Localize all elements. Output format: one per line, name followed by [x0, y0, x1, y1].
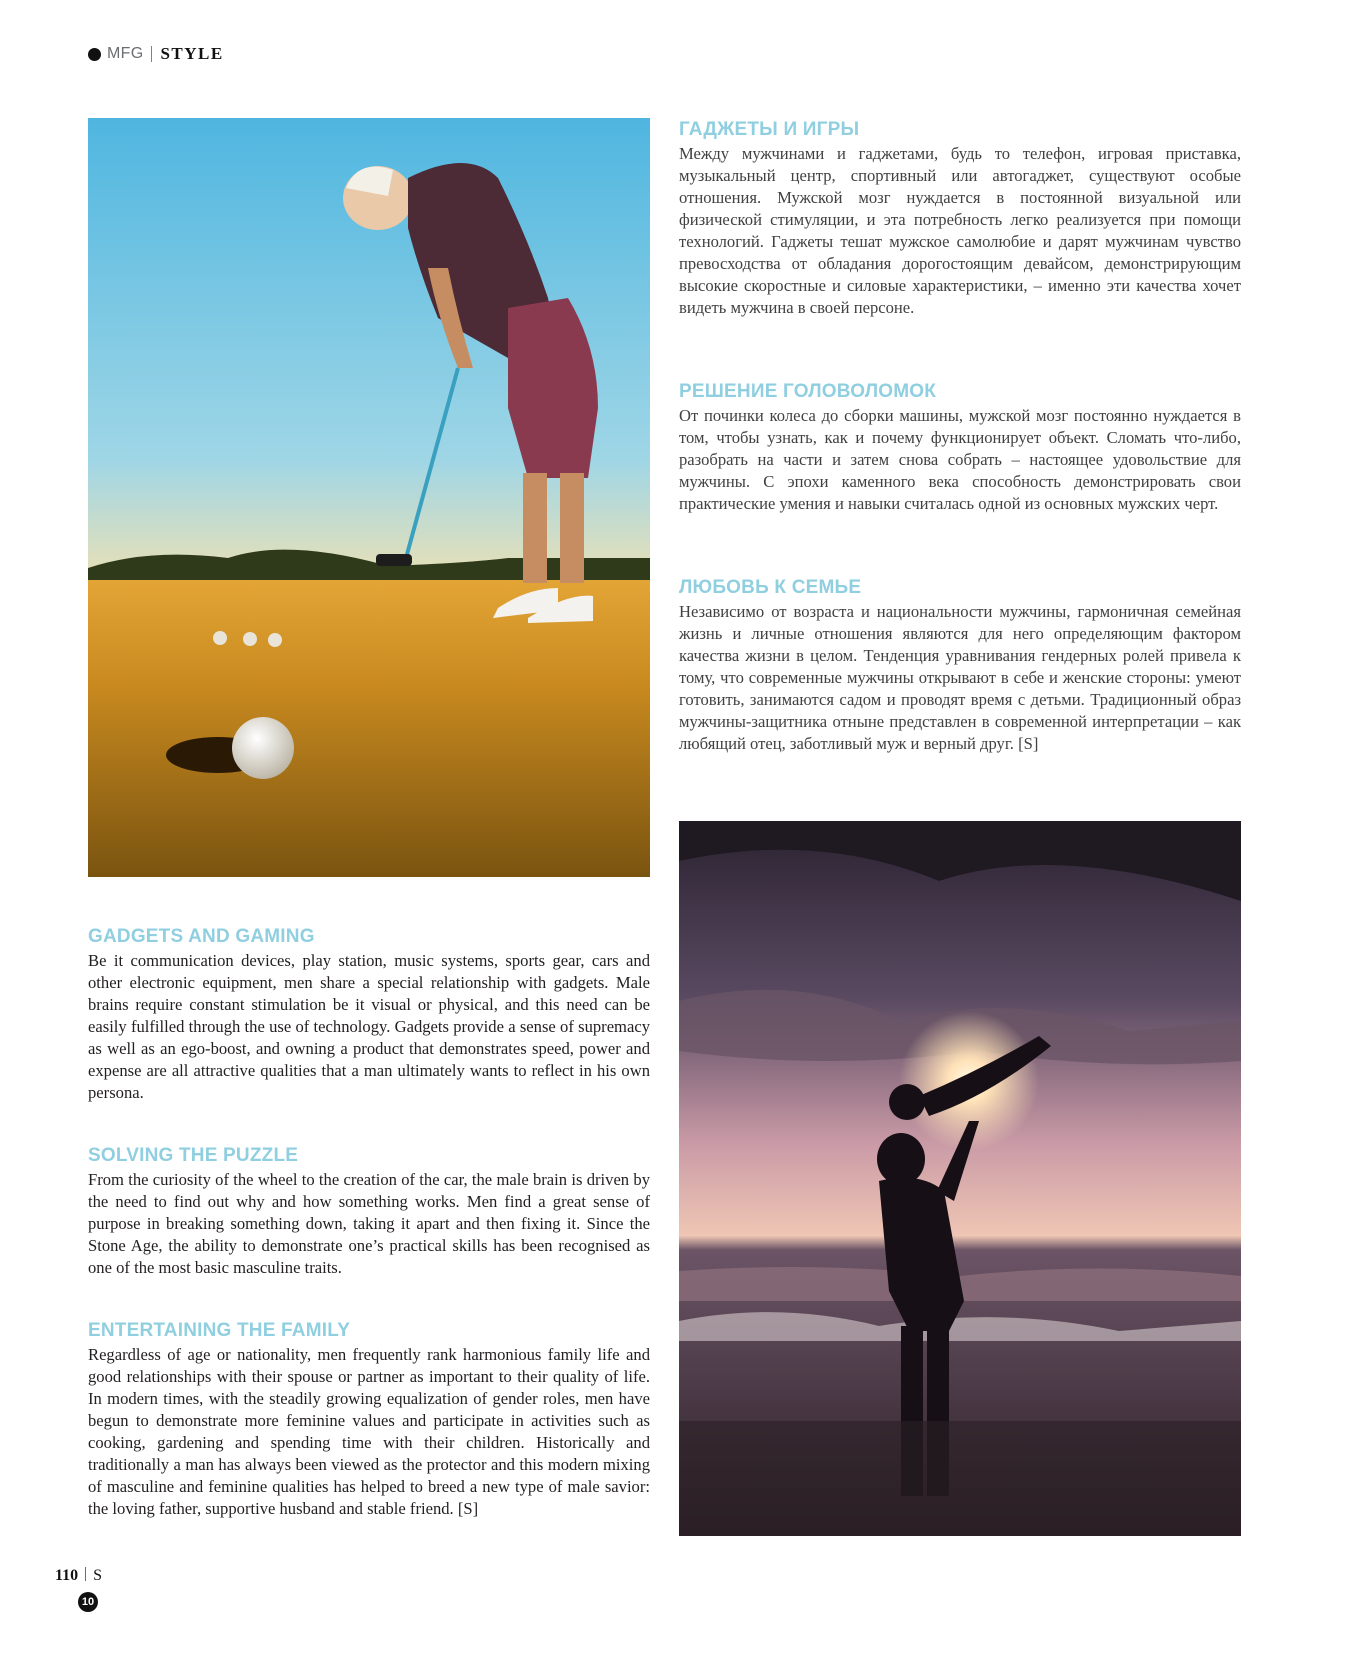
- en-section-gadgets: [88, 926, 650, 1104]
- en-heading-family: ENTERTAINING THE FAMILY: [88, 1320, 351, 1341]
- en-section-puzzle: [88, 1145, 650, 1279]
- magazine-name: S: [93, 1567, 103, 1584]
- golf-photo: [88, 118, 650, 877]
- ru-heading-gadgets: ГАДЖЕТЫ И ИГРЫ: [679, 119, 860, 140]
- ru-body-puzzle: От починки колеса до сборки машины, мужской мозг постоянно нуждается в том, чтобы узнать, как и почему функционирует объект. Сломать что-либо, разобрать на части и затем снова собрать – настоящее удовольствие для мужчины. С эпохи каменного века способность демонстрировать свои практические умения и навыки считалась одной из основных мужских черт.: [679, 406, 1241, 513]
- beach-photo: [679, 821, 1241, 1536]
- en-section-family: [88, 1320, 650, 1520]
- ru-section-family: [679, 577, 1241, 755]
- ru-section-gadgets: [679, 119, 1241, 319]
- header-divider: [151, 46, 152, 62]
- section-header: [88, 42, 224, 66]
- ru-heading-family: ЛЮБОВЬ К СЕМЬЕ: [679, 577, 862, 598]
- en-body-family: Regardless of age or nationality, men frequently rank harmonious family life and good relationships with their spouse or partner as important to their quality of life. In modern times, with the steadily growing equalization of gender roles, men have begun to demonstrate more feminine values and participate in activities such as cooking, gardening and spending time with their children. Historically and traditionally a man has always been viewed as the protector and this modern mixing of masculine and feminine qualities has helped to breed a new type of male savior: the loving father, supportive husband and stable friend. [S]: [88, 1345, 650, 1518]
- section-label: MFG: [107, 45, 144, 62]
- page-footer: [55, 1567, 102, 1585]
- page-number: 110: [55, 1567, 79, 1584]
- ru-heading-puzzle: РЕШЕНИЕ ГОЛОВОЛОМОК: [679, 381, 937, 402]
- en-heading-gadgets: GADGETS AND GAMING: [88, 926, 315, 947]
- en-heading-puzzle: SOLVING THE PUZZLE: [88, 1145, 299, 1166]
- en-body-gadgets: Be it communication devices, play station, music systems, sports gear, cars and other electronic equipment, men share a special relationship with gadgets. Male brains require constant stimulation be it visual or physical, and this need can be easily fulfilled through the use of technology. Gadgets provide a sense of supremacy as well as an ego-boost, and owning a product that demonstrates speed, power and expense are all attractive qualities that a man ultimately wants to reflect in his own persona.: [88, 951, 650, 1102]
- ru-body-family: Независимо от возраста и национальности мужчины, гармоничная семейная жизнь и личные отношения являются для него определяющим фактором качества жизни в целом. Тенденция уравнивания гендерных ролей привела к тому, что современные мужчины открывают в себе и женские стороны: умеют готовить, занимаются садом и проводят время с детьми. Традиционный образ мужчины-защитника отныне представлен в современной интерпретации – как любящий отец, заботливый муж и верный друг. [S]: [679, 602, 1241, 753]
- issue-number-badge: 10: [78, 1592, 98, 1612]
- ru-section-puzzle: [679, 381, 1241, 515]
- section-title: STYLE: [160, 44, 224, 63]
- ru-body-gadgets: Между мужчинами и гаджетами, будь то телефон, игровая приставка, музыкальный центр, спортивный или автогаджет, существуют особые отношения. Мужской мозг нуждается в постоянной визуальной или физической стимуляции, и эта потребность легко реализуется при помощи технологий. Гаджеты тешат мужское самолюбие и дарят мужчинам чувство превосходства от обладания дорогостоящим девайсом, демонстрирующим высокие скоростные и силовые характеристики, – именно эти качества хочет видеть мужчина в своей персоне.: [679, 144, 1241, 317]
- en-body-puzzle: From the curiosity of the wheel to the creation of the car, the male brain is driven by the need to find out why and how something works. Men find a great sense of purpose in breaking something down, taking it apart and then fixing it. Since the Stone Age, the ability to demonstrate one’s practical skills has been recognised as one of the most basic masculine traits.: [88, 1170, 650, 1277]
- bullet-dot-icon: [88, 48, 101, 61]
- footer-divider: [85, 1567, 86, 1581]
